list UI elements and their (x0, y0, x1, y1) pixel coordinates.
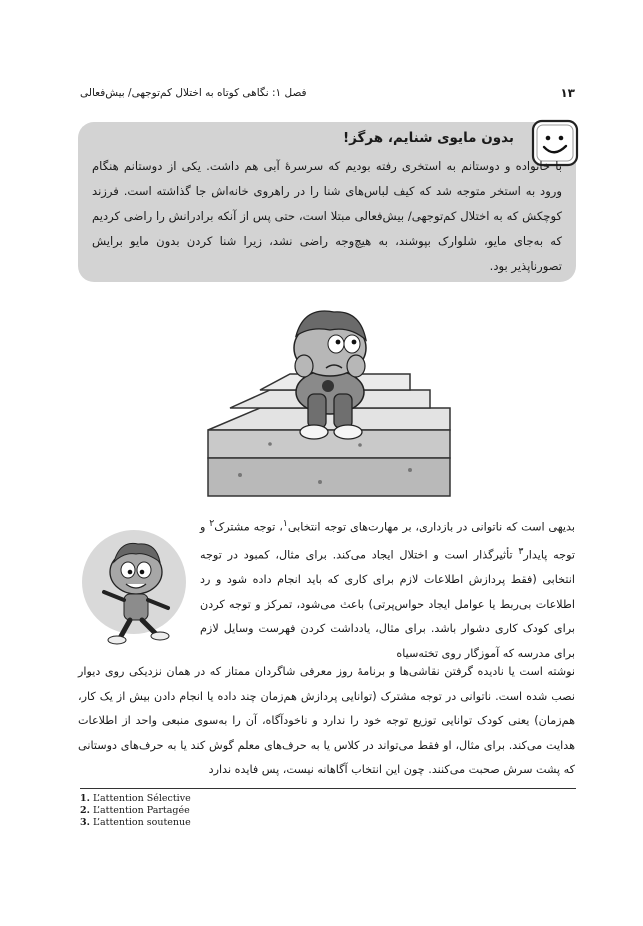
page-number: ۱۳ (560, 86, 575, 100)
continuation-paragraph: نوشته است یا نادیده گرفتن نقاشی‌ها و برنامهٔ روز معرفی شاگردان ممتاز که در همان نزدیکی روی دیوار نصب شده است. ناتوانی در توجه مشترک (توانایی پردازش هم‌زمان چند داده یا انجام دادن بیش از یک کار، هم‌زمان) یعنی کودک توانایی توزیع توجه خود را ندارد و ناخودآگاه، آن را به‌سوی منبعی واحد از اطلاعات هدایت می‌کند. برای مثال، او فقط می‌تواند در کلاس یا به حرف‌های معلم گوش کند یا به حرف‌های دوستانی که پشت سرش صحبت می‌کنند. چون این انتخاب آگاهانه نیست، پس فایده ندارد (78, 665, 575, 776)
paragraph-text-1: بدیهی است که ناتوانی در بازداری، بر مهارت‌های توجه انتخابی (287, 520, 575, 534)
footnote-3: 3. L’attention soutenue (80, 817, 191, 828)
story-body: با خانواده و دوستانم به استخری رفته بودیم که سرسرهٔ آبی هم داشت. یکی از دوستانم هنگام ورود به استخر متوجه شد که کیف لباس‌های شنا را در راهروی خانه‌اش جا گذاشته است. فرزند کوچکش که به اختلال کم‌توجهی/ بیش‌فعالی مبتلا است، حتی پس از آنکه برادرانش را راضی کردیم که به‌جای مایو، شلوارک بپوشند، به هیچ‌وجه راضی نشد، زیرا شنا کردن بدون مایو برایش تصورناپذیر بود. (92, 159, 562, 273)
main-paragraph (200, 512, 575, 666)
footnote-1: 1. L’attention Sélective (80, 793, 191, 804)
footnote-ref-2: ۲ (209, 518, 215, 529)
story-title: بدون مایوی شنایم، هرگز! (342, 130, 514, 146)
chapter-title: فصل ۱: نگاهی کوتاه به اختلال کم‌توجهی/ بیش‌فعالی (80, 87, 307, 99)
footnote-2: 2. L’attention Partagée (80, 805, 190, 816)
story-box (78, 122, 576, 282)
footnote-ref-1: ۱ (282, 518, 288, 529)
sad-boy-on-stairs-illustration (200, 300, 460, 500)
page-header (80, 82, 575, 104)
footnote-ref-3: ۳ (518, 546, 524, 558)
running-kid-illustration (80, 522, 188, 646)
paragraph-text-4: تأثیرگذار است و اختلال ایجاد می‌کند. برای مثال، کمبود در توجه انتخابی (فقط پردازش اطلاعات لازم برای کاری که باید انجام داده شود و رد اطلاعات بی‌ربط یا عوامل ایجاد حواس‌پرتی) باعث می‌شود، تمرکز و توجه کردن برای کودک کاری دشوار باشد. برای مثال، یادداشت کردن فهرست وسایل لازم برای مدرسه که آموزگار روی تخته‌سیاه (200, 548, 575, 660)
paragraph-text-3: و توجه پایدار (200, 520, 575, 562)
paragraph-text-2: ، توجه مشترک (214, 520, 283, 534)
footnotes (80, 788, 576, 829)
